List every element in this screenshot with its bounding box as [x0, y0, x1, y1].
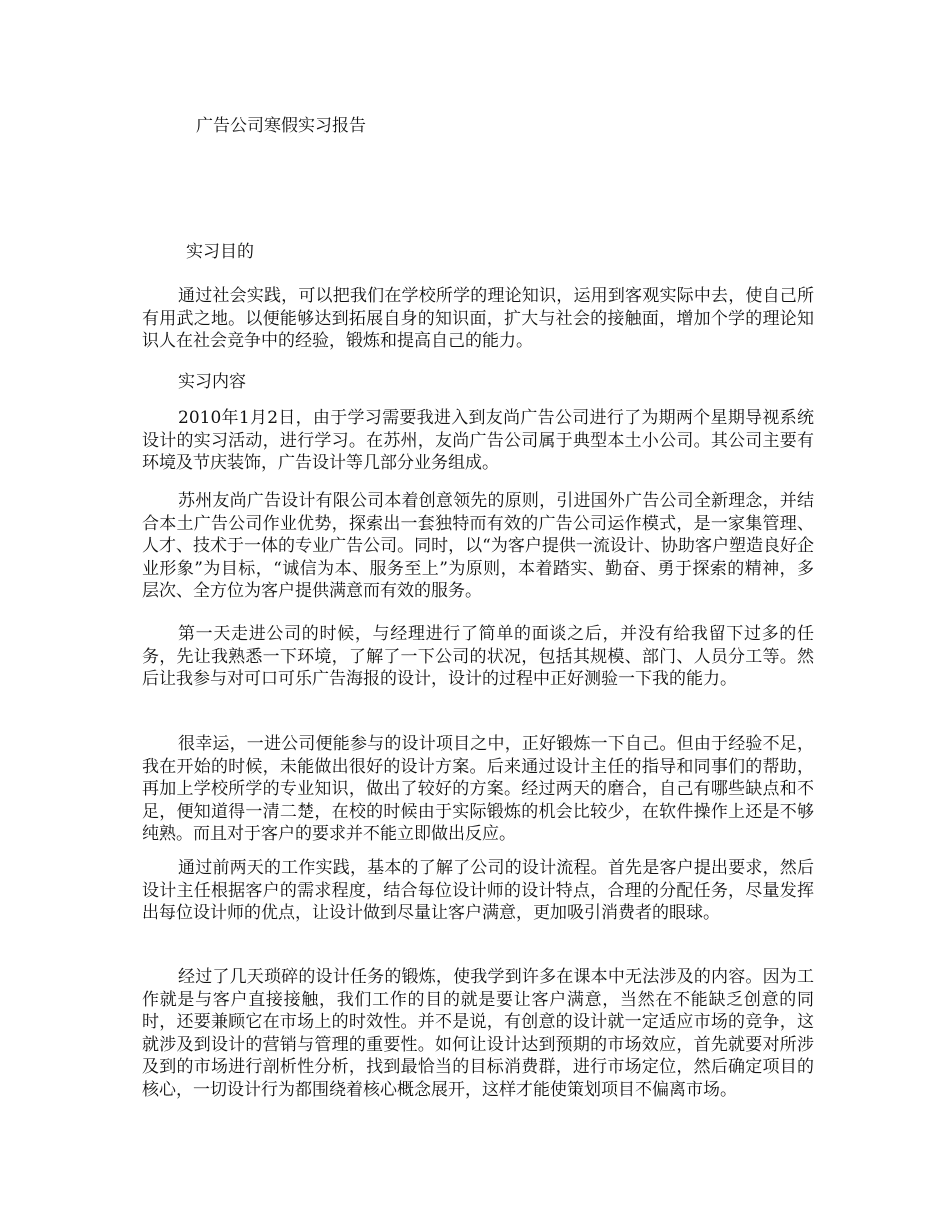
paragraph-content-5: 通过前两天的工作实践，基本的了解了公司的设计流程。首先是客户提出要求，然后设计主任根据客户的需求程度，结合每位设计师的设计特点，合理的分配任务，尽量发挥出每位设计师的优点，让设计做到尽量让客户满意，更加吸引消费者的眼球。	[142, 858, 814, 924]
paragraph-content-4: 很幸运，一进公司便能参与的设计项目之中，正好锻炼一下自己。但由于经验不足，我在开始的时候，未能做出很好的设计方案。后来通过设计主任的指导和同事们的帮助，再加上学校所学的专业知识，做出了较好的方案。经过两天的磨合，自己有哪些缺点和不足，便知道得一清二楚，在校的时候由于实际锻炼的机会比较少，在软件操作上还是不够纯熟。而且对于客户的要求并不能立即做出反应。	[142, 734, 814, 845]
section-heading-content: 实习内容	[178, 372, 246, 392]
paragraph-content-2: 苏州友尚广告设计有限公司本着创意领先的原则，引进国外广告公司全新理念，并结合本土广告公司作业优势，探索出一套独特而有效的广告公司运作模式，是一家集管理、人才、技术于一体的专业广告公司。同时，以“为客户提供一流设计、协助客户塑造良好企业形象”为目标，“诚信为本、服务至上”为原则，本着踏实、勤奋、勇于探索的精神，多层次、全方位为客户提供满意而有效的服务。	[142, 491, 814, 602]
document-title: 广告公司寒假实习报告	[196, 116, 366, 136]
paragraph-content-6: 经过了几天琐碎的设计任务的锻炼，使我学到许多在课本中无法涉及的内容。因为工作就是与客户直接接触，我们工作的目的就是要让客户满意，当然在不能缺乏创意的同时，还要兼顾它在市场上的时效性。并不是说，有创意的设计就一定适应市场的竞争，这就涉及到设计的营销与管理的重要性。如何让设计达到预期的市场效应，首先就要对所涉及到的市场进行剖析性分析，找到最恰当的目标消费群，进行市场定位，然后确定项目的核心，一切设计行为都围绕着核心概念展开，这样才能使策划项目不偏离市场。	[142, 967, 814, 1100]
paragraph-content-1: 2010年1月2日，由于学习需要我进入到友尚广告公司进行了为期两个星期导视系统设计的实习活动，进行学习。在苏州，友尚广告公司属于典型本土小公司。其公司主要有环境及节庆装饰，广告设计等几部分业务组成。	[142, 408, 814, 474]
section-heading-purpose: 实习目的	[186, 242, 254, 262]
paragraph-purpose: 通过社会实践，可以把我们在学校所学的理论知识，运用到客观实际中去，使自己所有用武之地。以便能够达到拓展自身的知识面，扩大与社会的接触面，增加个学的理论知识人在社会竞争中的经验，锻炼和提高自己的能力。	[142, 286, 814, 352]
paragraph-content-3: 第一天走进公司的时候，与经理进行了简单的面谈之后，并没有给我留下过多的任务，先让我熟悉一下环境，了解了一下公司的状况，包括其规模、部门、人员分工等。然后让我参与对可口可乐广告海报的设计，设计的过程中正好测验一下我的能力。	[142, 624, 814, 690]
